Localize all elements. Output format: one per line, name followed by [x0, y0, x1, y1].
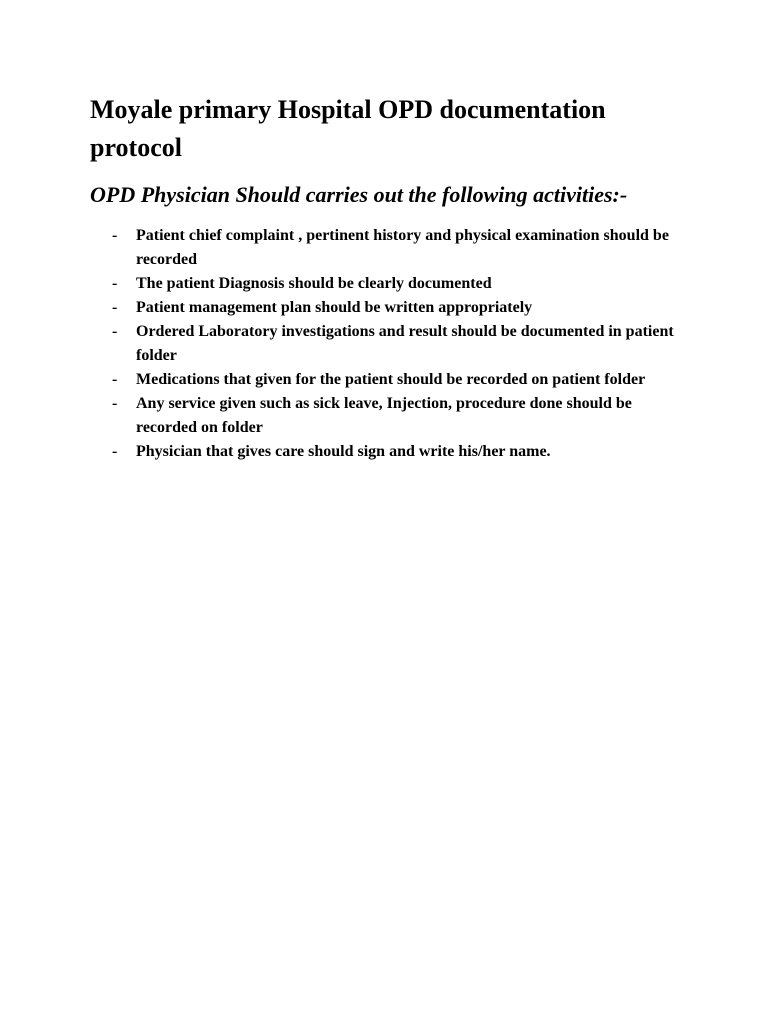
list-item-text: Patient chief complaint , pertinent history and physical examination should be recorded — [136, 227, 669, 268]
bullet-dash: - — [112, 395, 118, 412]
list-item — [90, 368, 690, 392]
list-item-text: The patient Diagnosis should be clearly documented — [136, 275, 492, 292]
list-item-text: Physician that gives care should sign and write his/her name. — [136, 443, 551, 460]
bullet-dash: - — [112, 323, 118, 340]
list-item-text: Any service given such as sick leave, Injection, procedure done should be recorded on folder — [136, 395, 632, 436]
activity-list — [90, 224, 690, 464]
list-item-text: Ordered Laboratory investigations and result should be documented in patient folder — [136, 323, 674, 364]
bullet-dash: - — [112, 443, 118, 460]
list-item — [90, 272, 690, 296]
bullet-dash: - — [112, 275, 118, 292]
list-item — [90, 224, 690, 272]
document-title: Moyale primary Hospital OPD documentation protocol — [90, 95, 606, 162]
document-subtitle: OPD Physician Should carries out the following activities:- — [90, 182, 628, 207]
bullet-dash: - — [112, 371, 118, 388]
list-item — [90, 320, 690, 368]
bullet-dash: - — [112, 299, 118, 316]
list-item — [90, 440, 690, 464]
list-item-text: Medications that given for the patient should be recorded on patient folder — [136, 371, 646, 388]
list-item — [90, 392, 690, 440]
bullet-dash: - — [112, 227, 118, 244]
list-item-text: Patient management plan should be written appropriately — [136, 299, 533, 316]
list-item — [90, 296, 690, 320]
